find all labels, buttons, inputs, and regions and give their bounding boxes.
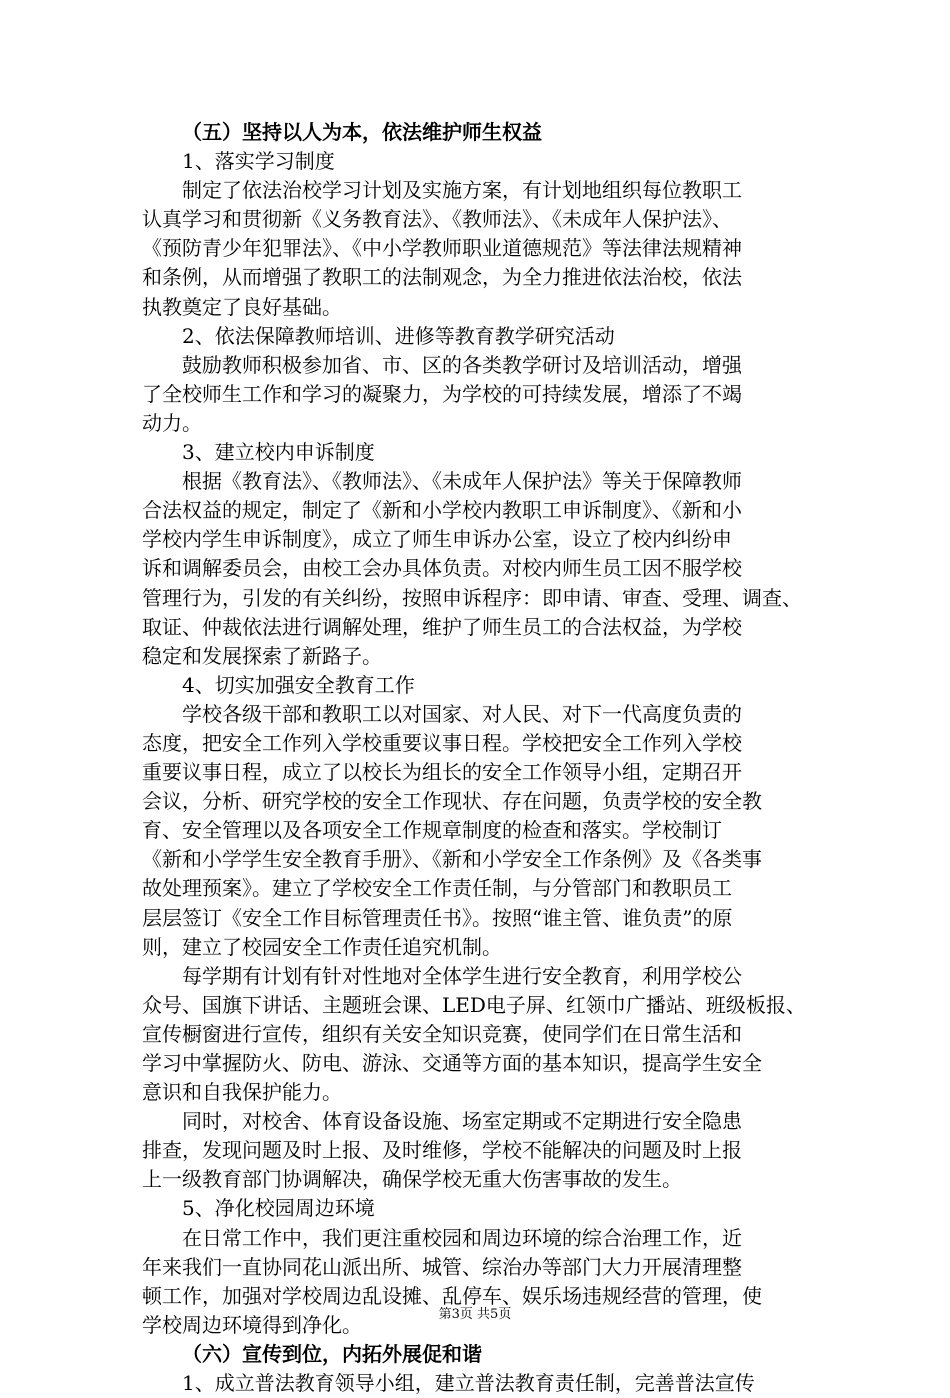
text-line: 在日常工作中，我们更注重校园和周边环境的综合治理工作，近 bbox=[182, 1225, 742, 1250]
text-line: 根据《教育法》、《教师法》、《未成年人保护法》等关于保障教师 bbox=[182, 469, 742, 494]
document-body bbox=[142, 118, 818, 1398]
text-line: 学校周边环境得到净化。 bbox=[142, 1312, 362, 1337]
text-line: 《预防青少年犯罪法》、《中小学教师职业道德规范》等法律法规精神 bbox=[142, 236, 742, 261]
text-line: 管理行为，引发的有关纠纷，按照申诉程序：即申请、审查、受理、调查、 bbox=[142, 585, 802, 610]
text-line: 了全校师生工作和学习的凝聚力，为学校的可持续发展，增添了不竭 bbox=[142, 381, 742, 406]
text-line: 会议，分析、研究学校的安全工作现状、存在问题，负责学校的安全教 bbox=[142, 789, 762, 814]
text-line: 故处理预案》。建立了学校安全工作责任制，与分管部门和教职员工 bbox=[142, 876, 732, 901]
text-line: 态度，把安全工作列入学校重要议事日程。学校把安全工作列入学校 bbox=[142, 730, 742, 755]
text-line: 诉和调解委员会，由校工会办具体负责。对校内师生员工因不服学校 bbox=[142, 556, 742, 581]
text-line: 3、建立校内申诉制度 bbox=[182, 440, 375, 465]
text-line: 上一级教育部门协调解决，确保学校无重大伤害事故的发生。 bbox=[142, 1167, 682, 1192]
text-line: 和条例，从而增强了教职工的法制观念，为全力推进依法治校，依法 bbox=[142, 265, 742, 290]
text-line: 层层签订《安全工作目标管理责任书》。按照“谁主管、谁负责”的原 bbox=[142, 905, 733, 930]
section-heading: （六）宣传到位，内拓外展促和谐 bbox=[182, 1341, 482, 1366]
text-line: 执教奠定了良好基础。 bbox=[142, 294, 342, 319]
text-line: 合法权益的规定，制定了《新和小学校内教职工申诉制度》、《新和小 bbox=[142, 498, 742, 523]
text-line: 鼓励教师积极参加省、市、区的各类教学研讨及培训活动，增强 bbox=[182, 352, 742, 377]
text-line: 宣传橱窗进行宣传，组织有关安全知识竞赛，使同学们在日常生活和 bbox=[142, 1021, 742, 1046]
text-line: 2、依法保障教师培训、进修等教育教学研究活动 bbox=[182, 323, 615, 348]
page-footer: 第3页 共5页 bbox=[438, 1307, 512, 1322]
text-line: 学校各级干部和教职工以对国家、对人民、对下一代高度负责的 bbox=[182, 701, 742, 726]
section-heading: （五）坚持以人为本，依法维护师生权益 bbox=[182, 120, 542, 144]
text-line: 每学期有计划有针对性地对全体学生进行安全教育，利用学校公 bbox=[182, 963, 742, 988]
text-line: 众号、国旗下讲话、主题班会课、LED电子屏、红领巾广播站、班级板报、 bbox=[142, 992, 806, 1017]
text-line: 学校内学生申诉制度》，成立了师生申诉办公室，设立了校内纠纷申 bbox=[142, 527, 732, 552]
text-line: 认真学习和贯彻新《义务教育法》、《教师法》、《未成年人保护法》、 bbox=[142, 207, 732, 232]
text-line: 同时，对校舍、体育设备设施、场室定期或不定期进行安全隐患 bbox=[182, 1109, 742, 1134]
text-line: 5、净化校园周边环境 bbox=[182, 1196, 375, 1221]
text-line: 学习中掌握防火、防电、游泳、交通等方面的基本知识，提高学生安全 bbox=[142, 1051, 762, 1075]
text-line: 意识和自我保护能力。 bbox=[142, 1080, 342, 1105]
text-line: 育、安全管理以及各项安全工作规章制度的检查和落实。学校制订 bbox=[142, 818, 722, 843]
text-line: 稳定和发展探索了新路子。 bbox=[142, 643, 382, 668]
text-line: 1、成立普法教育领导小组，建立普法教育责任制，完善普法宣传 bbox=[182, 1371, 755, 1396]
text-line: 4、切实加强安全教育工作 bbox=[182, 672, 415, 697]
text-line: 顿工作，加强对学校周边乱设摊、乱停车、娱乐场违规经营的管理，使 bbox=[142, 1283, 762, 1308]
text-line: 重要议事日程，成立了以校长为组长的安全工作领导小组，定期召开 bbox=[142, 760, 742, 785]
text-line: 年来我们一直协同花山派出所、城管、综治办等部门大力开展清理整 bbox=[142, 1254, 742, 1279]
text-line: 则，建立了校园安全工作责任追究机制。 bbox=[142, 934, 502, 959]
text-line: 1、落实学习制度 bbox=[182, 149, 335, 174]
text-line: 排查，发现问题及时上报、及时维修，学校不能解决的问题及时上报 bbox=[142, 1138, 742, 1163]
text-line: 动力。 bbox=[142, 410, 202, 435]
text-line: 取证、仲裁依法进行调解处理，维护了师生员工的合法权益，为学校 bbox=[142, 614, 742, 639]
text-line: 《新和小学学生安全教育手册》、《新和小学安全工作条例》及《各类事 bbox=[142, 847, 762, 872]
text-line: 制定了依法治校学习计划及实施方案，有计划地组织每位教职工 bbox=[182, 178, 742, 203]
